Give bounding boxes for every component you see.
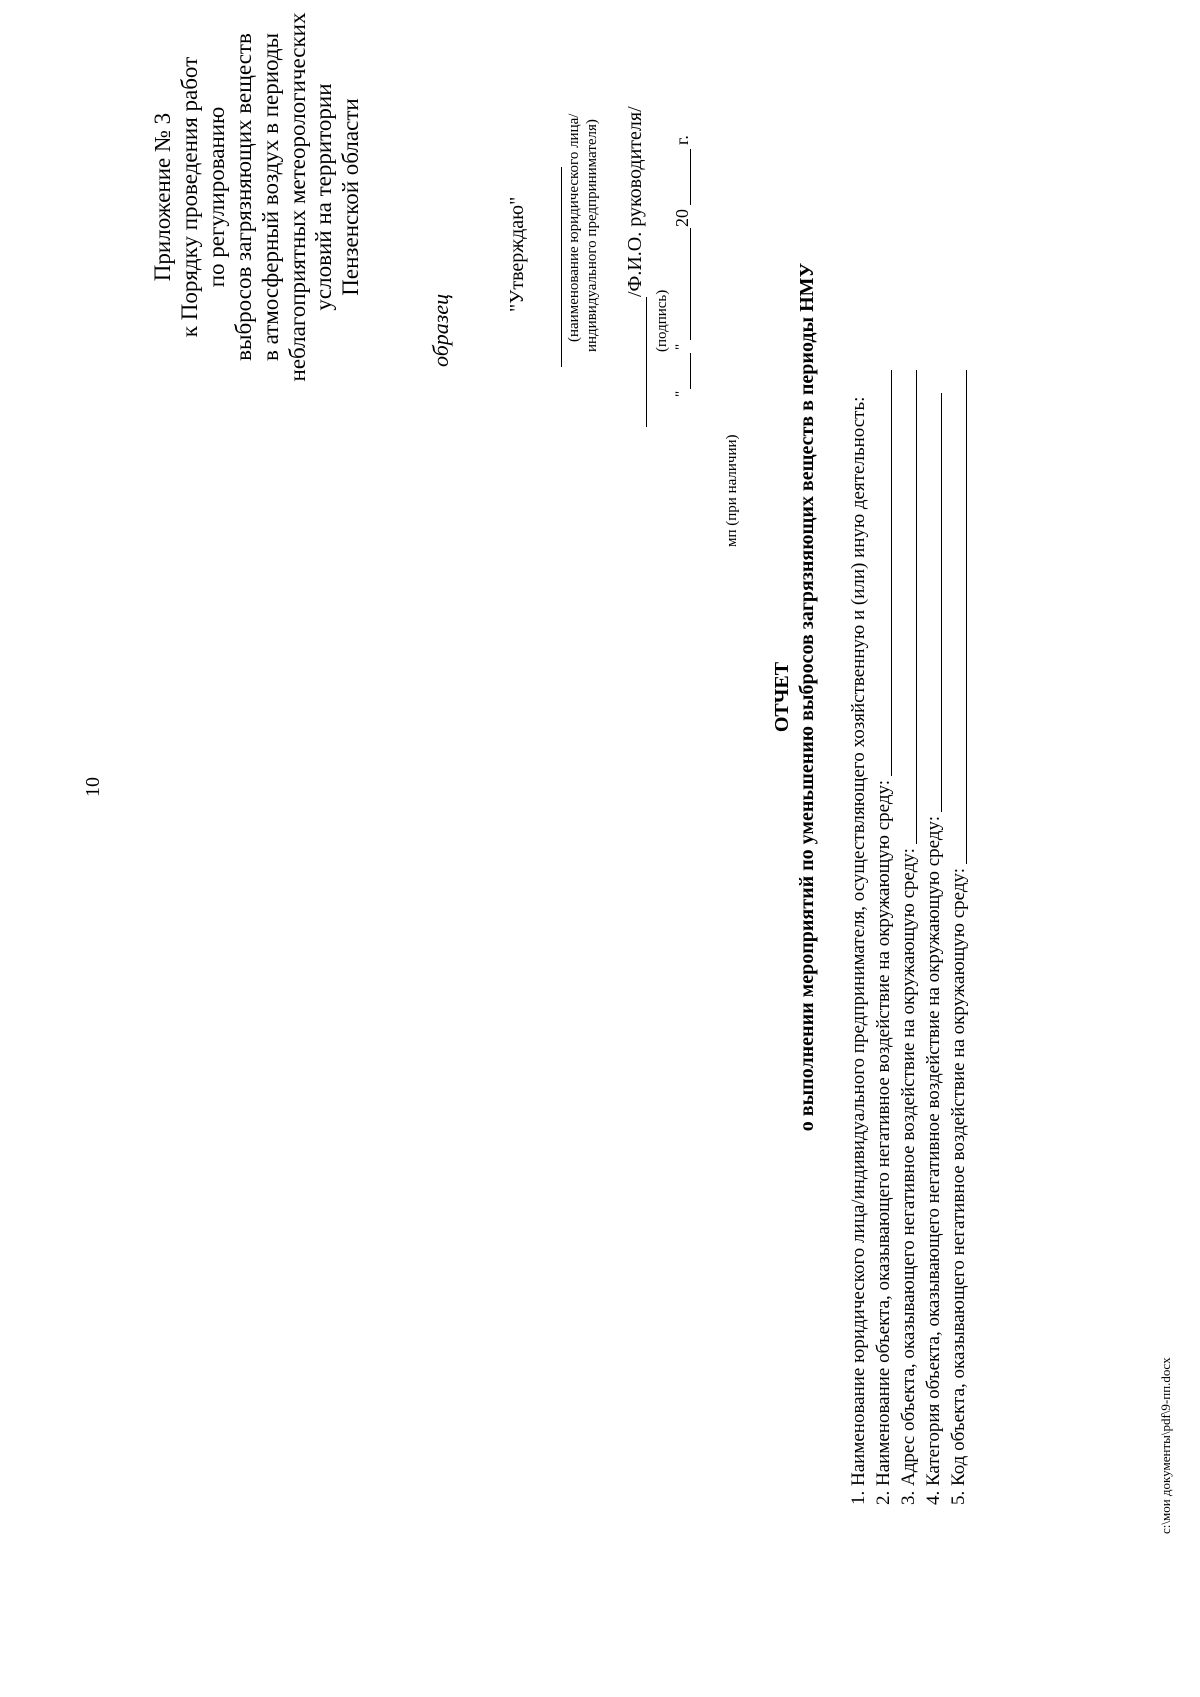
field-row [871,393,896,1505]
signature-caption: (подпись) [654,289,670,352]
field-underline [941,393,942,855]
org-name-line [561,167,562,367]
year-line [690,149,691,205]
appendix-line: к Порядку проведения работ [176,56,202,338]
footer-file-path: c:\мои документы\pdf\9-пп.docx [1158,1357,1173,1534]
appendix-line: по регулированию [203,106,229,288]
appendix-line: условий на территории [311,83,337,311]
month-line [690,228,691,340]
appendix-line: неблагоприятных метеорологических [284,12,310,382]
field-row [946,393,971,1505]
fio-label: /Ф.И.О. руководителя/ [624,106,646,297]
appendix-line: Пензенской области [338,98,364,296]
year-prefix: 20 [672,209,692,227]
field-label: 3. Адрес объекта, оказывающего негативное воздействие на окружающую среду: [898,844,919,1505]
field-row [846,393,871,1505]
signature-line [646,297,647,427]
org-caption-2: индивидуального предпринимателя) [584,119,600,352]
field-underline [966,370,967,910]
field-row [921,393,946,1505]
approve-label: "Утверждаю" [506,196,528,312]
day-line [690,353,691,389]
date-close-quote: " [673,343,689,350]
appendix-line: выбросов загрязняющих веществ [230,33,256,361]
report-title-block [770,0,820,1397]
field-label: 4. Категория объекта, оказывающего негативное воздействие на окружающую среду: [923,812,944,1505]
date-open-quote: " [673,390,689,397]
field-label: 1. Наименование юридического лица/индивидуального предпринимателя, осуществляющего хозяйственную и (или) иную деятельность: [848,393,869,1505]
field-underline [916,370,917,885]
field-label: 2. Наименование объекта, оказывающего негативное воздействие на окружающую среду: [873,776,894,1505]
appendix-line: Приложение № 3 [150,112,175,282]
field-row [896,393,921,1505]
org-caption-1: (наименование юридического лица/ [566,113,582,342]
report-title: ОТЧЕТ [771,661,793,733]
report-fields [846,393,971,1505]
report-subtitle: о выполнении мероприятий по уменьшению выбросов загрязняющих веществ в периоды НМУ [796,262,818,1132]
appendix-header [150,0,365,457]
sample-label: образец [428,293,453,367]
field-label: 5. Код объекта, оказывающего негативное воздействие на окружающую среду: [948,864,969,1505]
stamp-label: мп (при наличии) [724,434,740,547]
appendix-line: в атмосферный воздух в периоды [257,32,283,362]
page-number: 10 [82,777,104,797]
year-suffix: г. [672,135,692,145]
